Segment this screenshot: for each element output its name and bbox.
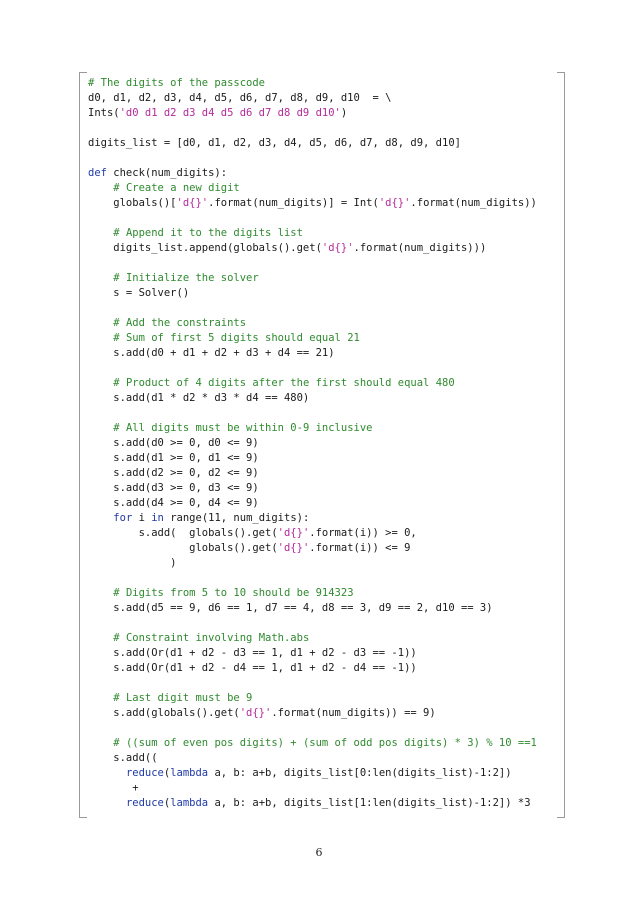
code-line bbox=[88, 76, 558, 91]
code-line bbox=[88, 121, 558, 136]
code-text: s.add(d5 == 9, d6 == 1, d7 == 4, d8 == 3, d9 == 2, d10 == 3) bbox=[88, 602, 493, 614]
code-line bbox=[88, 706, 558, 721]
code-line bbox=[88, 541, 558, 556]
code-line bbox=[88, 256, 558, 271]
code-text: ) bbox=[340, 107, 348, 119]
code-text bbox=[88, 692, 113, 704]
code-text bbox=[88, 797, 126, 809]
code-line bbox=[88, 691, 558, 706]
code-text: s.add(globals().get( bbox=[88, 707, 240, 719]
code-line bbox=[88, 511, 558, 526]
code-line bbox=[88, 436, 558, 451]
code-text: s.add(d1 * d2 * d3 * d4 == 480) bbox=[88, 392, 310, 404]
code-line bbox=[88, 601, 558, 616]
code-comment: # Sum of first 5 digits should equal 21 bbox=[113, 332, 360, 344]
code-line bbox=[88, 91, 558, 106]
code-line bbox=[88, 616, 558, 631]
code-line bbox=[88, 766, 558, 781]
code-text: s = Solver() bbox=[88, 287, 190, 299]
code-keyword: for bbox=[113, 512, 133, 524]
frame-corner-top-right bbox=[557, 72, 565, 73]
code-text: s.add(d4 >= 0, d4 <= 9) bbox=[88, 497, 259, 509]
code-keyword: reduce bbox=[125, 767, 164, 779]
code-comment: # Add the constraints bbox=[113, 317, 247, 329]
code-line bbox=[88, 646, 558, 661]
code-line bbox=[88, 181, 558, 196]
code-string: 'd{}' bbox=[277, 542, 310, 554]
code-comment: # Product of 4 digits after the first should equal 480 bbox=[113, 377, 455, 389]
code-line bbox=[88, 421, 558, 436]
code-text: + bbox=[88, 782, 139, 794]
code-line bbox=[88, 151, 558, 166]
code-line bbox=[88, 481, 558, 496]
code-text: .format(num_digits)) == 9) bbox=[271, 707, 436, 719]
code-text: s.add(d0 + d1 + d2 + d3 + d4 == 21) bbox=[88, 347, 335, 359]
code-line bbox=[88, 721, 558, 736]
code-text: .format(num_digits)) bbox=[410, 197, 537, 209]
code-comment: # Create a new digit bbox=[113, 182, 240, 194]
code-text: s.add(Or(d1 + d2 - d4 == 1, d1 + d2 - d4 == -1)) bbox=[88, 662, 417, 674]
code-comment: # Last digit must be 9 bbox=[113, 692, 253, 704]
code-text bbox=[88, 317, 113, 329]
code-keyword: in bbox=[151, 512, 164, 524]
code-line bbox=[88, 226, 558, 241]
code-line bbox=[88, 631, 558, 646]
code-comment: # The digits of the passcode bbox=[88, 77, 266, 89]
code-text bbox=[88, 767, 126, 779]
code-text: ) bbox=[88, 557, 177, 569]
code-text bbox=[88, 587, 113, 599]
code-text: range(11, num_digits): bbox=[163, 512, 310, 524]
code-line bbox=[88, 661, 558, 676]
code-text: s.add(Or(d1 + d2 - d3 == 1, d1 + d2 - d3 == -1)) bbox=[88, 647, 417, 659]
code-text: .format(num_digits)] = Int( bbox=[208, 197, 379, 209]
code-line bbox=[88, 331, 558, 346]
code-text: ( bbox=[163, 797, 171, 809]
code-line bbox=[88, 346, 558, 361]
code-line bbox=[88, 376, 558, 391]
code-line bbox=[88, 496, 558, 511]
code-keyword: lambda bbox=[170, 797, 209, 809]
code-text: s.add(d3 >= 0, d3 <= 9) bbox=[88, 482, 259, 494]
code-text: i bbox=[132, 512, 152, 524]
code-line bbox=[88, 211, 558, 226]
code-string: 'd{}' bbox=[176, 197, 209, 209]
code-line bbox=[88, 796, 558, 811]
code-line bbox=[88, 586, 558, 601]
code-line bbox=[88, 286, 558, 301]
code-line bbox=[88, 316, 558, 331]
code-line bbox=[88, 136, 558, 151]
code-text: globals().get( bbox=[88, 542, 278, 554]
code-line bbox=[88, 526, 558, 541]
code-line bbox=[88, 676, 558, 691]
code-listing bbox=[88, 76, 558, 811]
code-text: Ints( bbox=[88, 107, 120, 119]
code-line bbox=[88, 571, 558, 586]
code-text: a, b: a+b, digits_list[1:len(digits_list)-1:2]) *3 bbox=[208, 797, 531, 809]
code-line bbox=[88, 451, 558, 466]
code-line bbox=[88, 106, 558, 121]
code-text: digits_list = [d0, d1, d2, d3, d4, d5, d6, d7, d8, d9, d10] bbox=[88, 137, 461, 149]
code-comment: # All digits must be within 0-9 inclusive bbox=[113, 422, 373, 434]
code-line bbox=[88, 466, 558, 481]
code-text: .format(i)) <= 9 bbox=[309, 542, 411, 554]
code-text: s.add(d2 >= 0, d2 <= 9) bbox=[88, 467, 259, 479]
code-line bbox=[88, 361, 558, 376]
code-text: ( bbox=[163, 767, 171, 779]
code-text bbox=[88, 332, 113, 344]
code-line bbox=[88, 781, 558, 796]
code-line bbox=[88, 271, 558, 286]
frame-corner-bottom-right bbox=[557, 817, 565, 818]
code-line bbox=[88, 241, 558, 256]
code-comment: # Constraint involving Math.abs bbox=[113, 632, 310, 644]
page-number: 6 bbox=[315, 846, 323, 859]
code-line bbox=[88, 751, 558, 766]
code-text: s.add( globals().get( bbox=[88, 527, 278, 539]
code-keyword: def bbox=[88, 167, 107, 179]
code-string: 'd{}' bbox=[321, 242, 354, 254]
code-string: 'd{}' bbox=[239, 707, 272, 719]
code-text: s.add(( bbox=[88, 752, 158, 764]
code-text bbox=[88, 227, 113, 239]
code-line bbox=[88, 196, 558, 211]
code-text: globals()[ bbox=[88, 197, 177, 209]
code-line bbox=[88, 556, 558, 571]
code-text bbox=[88, 377, 113, 389]
code-text bbox=[88, 512, 113, 524]
code-comment: # Initialize the solver bbox=[113, 272, 259, 284]
code-string: 'd{}' bbox=[378, 197, 411, 209]
code-comment: # Append it to the digits list bbox=[113, 227, 303, 239]
code-text bbox=[88, 632, 113, 644]
code-text bbox=[88, 422, 113, 434]
code-text bbox=[88, 737, 113, 749]
code-string: 'd0 d1 d2 d3 d4 d5 d6 d7 d8 d9 d10' bbox=[119, 107, 341, 119]
code-line bbox=[88, 166, 558, 181]
code-line bbox=[88, 391, 558, 406]
code-text: s.add(d1 >= 0, d1 <= 9) bbox=[88, 452, 259, 464]
code-text: digits_list.append(globals().get( bbox=[88, 242, 322, 254]
code-text bbox=[88, 182, 113, 194]
code-text: check(num_digits): bbox=[106, 167, 228, 179]
code-text: .format(i)) >= 0, bbox=[309, 527, 417, 539]
code-keyword: lambda bbox=[170, 767, 209, 779]
code-text: d0, d1, d2, d3, d4, d5, d6, d7, d8, d9, d10 = \ bbox=[88, 92, 392, 104]
code-keyword: reduce bbox=[125, 797, 164, 809]
code-line bbox=[88, 406, 558, 421]
code-text: s.add(d0 >= 0, d0 <= 9) bbox=[88, 437, 259, 449]
code-text bbox=[88, 272, 113, 284]
code-comment: # ((sum of even pos digits) + (sum of odd pos digits) * 3) % 10 ==1 bbox=[113, 737, 537, 749]
code-line bbox=[88, 736, 558, 751]
code-text: .format(num_digits))) bbox=[353, 242, 487, 254]
code-comment: # Digits from 5 to 10 should be 914323 bbox=[113, 587, 354, 599]
code-text: a, b: a+b, digits_list[0:len(digits_list)-1:2]) bbox=[208, 767, 512, 779]
code-line bbox=[88, 301, 558, 316]
code-string: 'd{}' bbox=[277, 527, 310, 539]
